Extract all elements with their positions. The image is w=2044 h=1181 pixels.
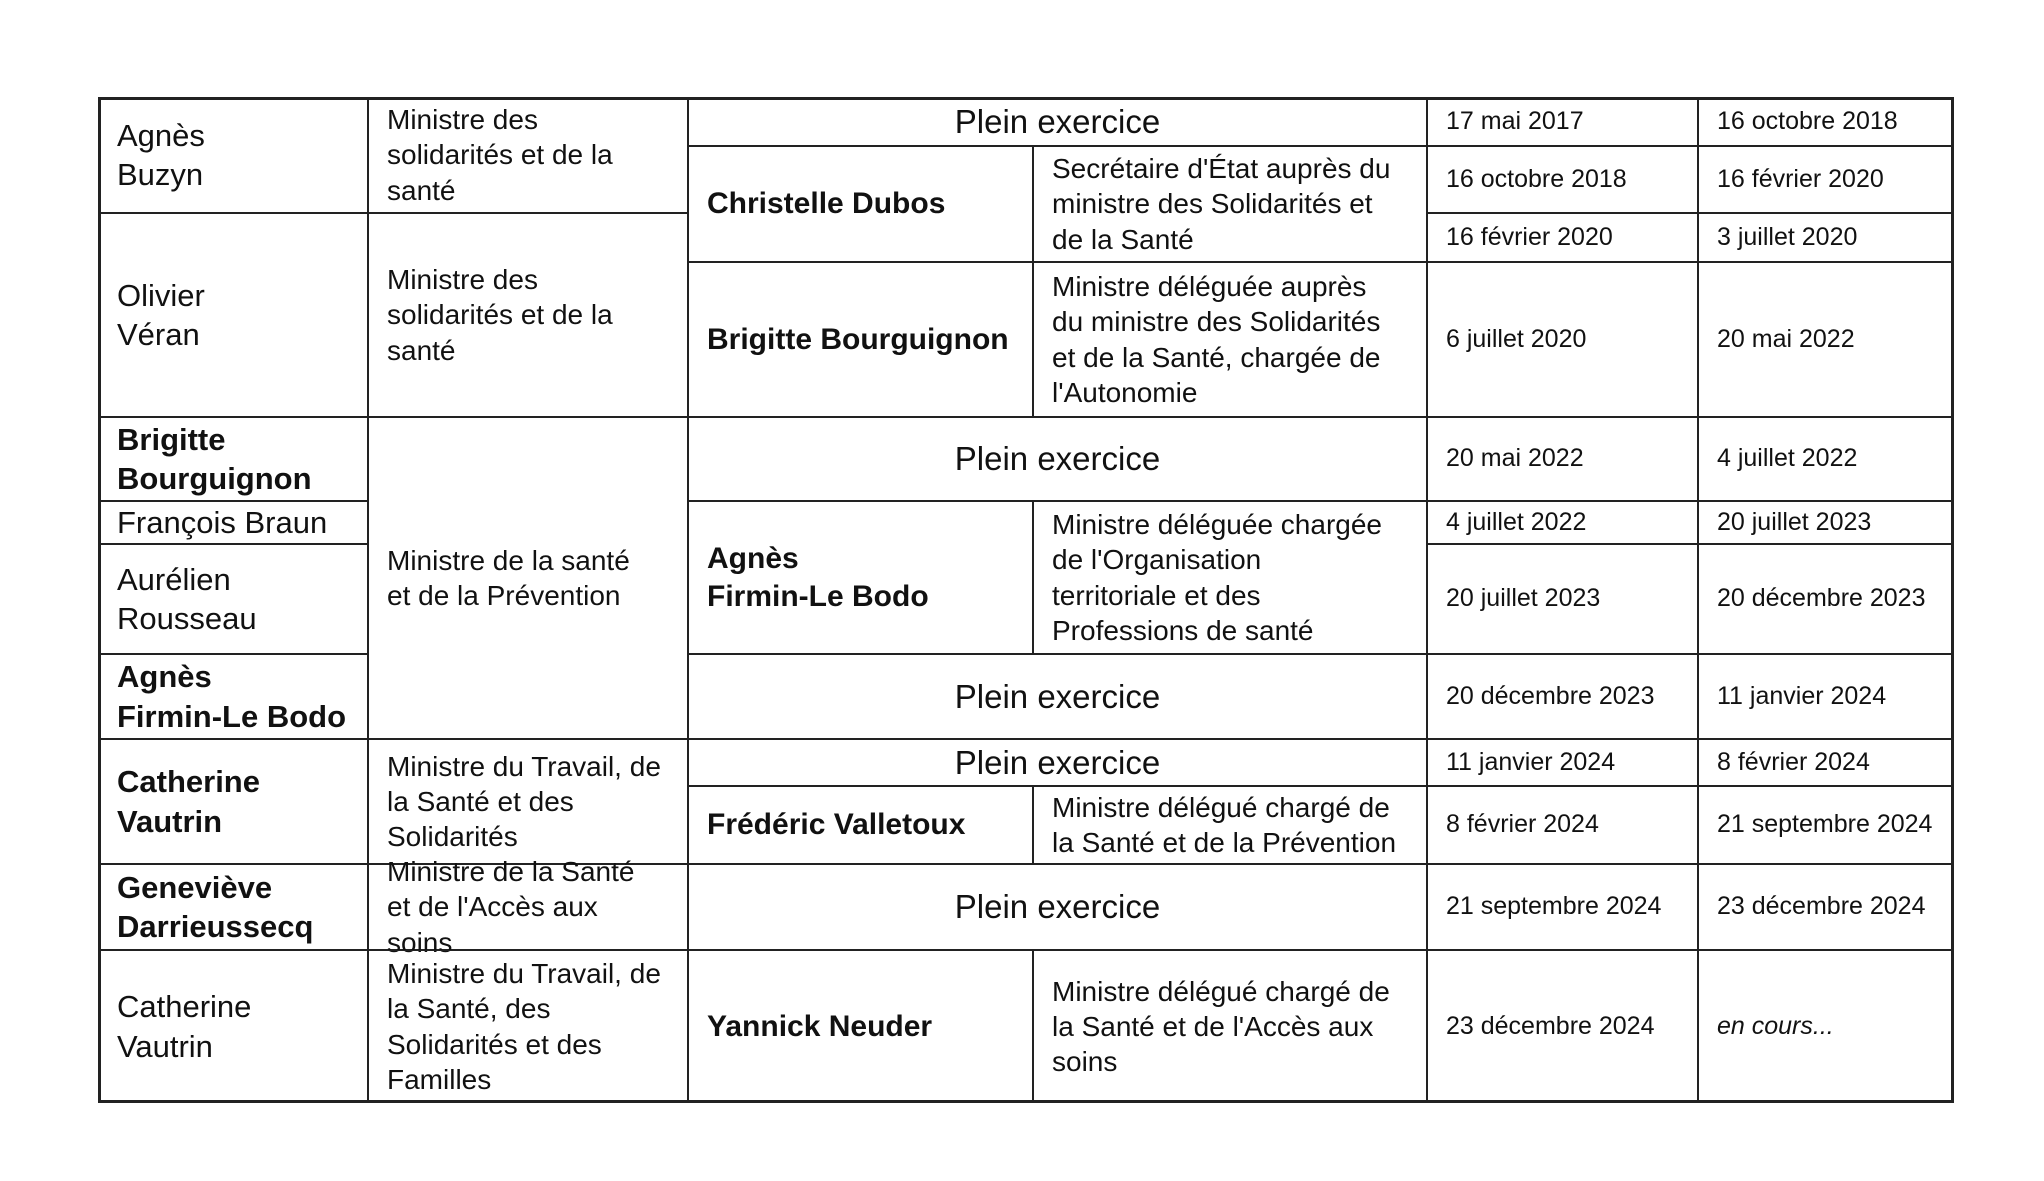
text-line: Solidarités — [387, 821, 518, 853]
minister-cell — [98, 544, 368, 654]
delegate-role-cell — [1033, 950, 1427, 1103]
end-date-cell-text: 3 juillet 2020 — [1717, 222, 1858, 251]
start-date-cell-text: 20 juillet 2023 — [1446, 584, 1601, 613]
end-date-cell — [1698, 213, 1954, 262]
end-date-cell-text: 20 décembre 2023 — [1717, 584, 1926, 613]
delegate-name-cell — [688, 262, 1033, 417]
delegate-name-cell — [688, 786, 1033, 864]
role-cell — [368, 856, 688, 958]
text-line: Véran — [117, 317, 200, 352]
end-date-cell-text: 11 janvier 2024 — [1717, 681, 1887, 710]
text-line: Ministre de la Santé — [387, 856, 635, 888]
start-date-cell-text: 11 janvier 2024 — [1446, 747, 1616, 776]
text-line: Firmin-Le Bodo — [707, 579, 929, 613]
minister-cell — [98, 97, 368, 213]
minister-cell — [98, 654, 368, 739]
text-line: Ministre délégué chargé de — [1052, 975, 1390, 1007]
text-line: Agnès — [707, 541, 799, 575]
minister-cell-text — [117, 657, 346, 735]
text-line: Familles — [387, 1063, 492, 1095]
text-line: solidarités et de la — [387, 299, 613, 331]
delegate-role-cell-text — [1052, 151, 1390, 257]
plein-exercice-cell — [688, 739, 1427, 786]
text-line: soins — [1052, 1046, 1118, 1078]
minister-cell-text — [117, 762, 260, 840]
start-date-cell — [1427, 262, 1698, 417]
role-cell-text — [387, 854, 669, 960]
text-line: Olivier — [117, 277, 205, 313]
end-date-cell-text: en cours... — [1717, 1011, 1834, 1040]
start-date-cell — [1427, 213, 1698, 262]
minister-cell-text — [117, 276, 205, 354]
text-line: de l'Organisation — [1052, 544, 1262, 576]
start-date-cell-text: 23 décembre 2024 — [1446, 1011, 1655, 1040]
end-date-cell — [1698, 146, 1954, 213]
text-line: la Santé, des — [387, 993, 551, 1025]
text-line: la Santé et de l'Accès aux — [1052, 1010, 1374, 1042]
text-line: santé — [387, 334, 456, 366]
minister-cell — [98, 501, 368, 544]
text-line: ministre des Solidarités et — [1052, 188, 1373, 220]
start-date-cell — [1427, 739, 1698, 786]
text-line: Secrétaire d'État auprès du — [1052, 153, 1391, 185]
delegate-name-cell-text — [707, 321, 1009, 359]
end-date-cell — [1698, 739, 1954, 786]
text-line: Ministre déléguée chargée — [1052, 508, 1382, 540]
end-date-cell-text: 23 décembre 2024 — [1717, 892, 1926, 921]
text-line: Darrieussecq — [117, 909, 314, 944]
minister-cell-text — [117, 868, 313, 946]
role-cell — [368, 97, 688, 213]
end-date-cell — [1698, 864, 1954, 950]
delegate-role-cell — [1033, 146, 1427, 262]
text-line: l'Autonomie — [1052, 376, 1198, 408]
delegate-name-cell-text — [707, 540, 929, 616]
text-line: Catherine — [117, 989, 252, 1025]
end-date-cell — [1698, 262, 1954, 417]
text-line: Brigitte — [117, 421, 226, 457]
minister-cell — [98, 739, 368, 864]
end-date-cell-text: 4 juillet 2022 — [1717, 444, 1858, 473]
end-date-cell — [1698, 786, 1954, 864]
delegate-role-cell-text — [1052, 790, 1396, 861]
end-date-cell-text: 16 octobre 2018 — [1717, 106, 1898, 135]
delegate-name-cell-text — [707, 185, 945, 223]
end-date-cell — [1698, 654, 1954, 739]
text-line: la Santé et des — [387, 785, 574, 817]
end-date-cell — [1698, 544, 1954, 654]
text-line: du ministre des Solidarités — [1052, 306, 1381, 338]
text-line: Solidarités et des — [387, 1028, 602, 1060]
text-line: Firmin-Le Bodo — [117, 698, 347, 734]
role-cell-text — [387, 749, 661, 855]
text-line: Ministre déléguée auprès — [1052, 270, 1367, 302]
minister-cell-text — [117, 987, 251, 1065]
start-date-cell — [1427, 544, 1698, 654]
role-cell — [368, 950, 688, 1103]
text-line: Rousseau — [117, 601, 257, 636]
role-cell-merged — [368, 417, 688, 739]
delegate-name-cell — [688, 146, 1033, 262]
plein-exercice-cell-text: Plein exercice — [954, 888, 1161, 926]
role-cell-text — [387, 262, 613, 368]
plein-exercice-cell — [688, 417, 1427, 501]
text-line: Catherine — [117, 764, 260, 800]
start-date-cell-text: 16 février 2020 — [1446, 222, 1613, 251]
minister-cell-text — [117, 116, 205, 194]
text-line: Ministre de la santé — [387, 544, 630, 576]
text-line: Yannick Neuder — [707, 1009, 933, 1043]
start-date-cell-text: 20 mai 2022 — [1446, 444, 1584, 473]
text-line: Geneviève — [117, 869, 273, 905]
delegate-name-cell — [688, 501, 1033, 654]
ministers-table — [98, 97, 1954, 1103]
end-date-cell-text: 16 février 2020 — [1717, 164, 1884, 193]
start-date-cell — [1427, 864, 1698, 950]
minister-cell-text — [117, 420, 312, 498]
role-cell-text — [387, 102, 613, 208]
text-line: Ministre des — [387, 104, 538, 136]
start-date-cell-text: 20 décembre 2023 — [1446, 681, 1655, 710]
role-cell-text — [387, 956, 661, 1097]
end-date-cell — [1698, 97, 1954, 146]
text-line: Aurélien — [117, 561, 231, 597]
plein-exercice-cell — [688, 864, 1427, 950]
start-date-cell — [1427, 97, 1698, 146]
delegate-name-cell — [688, 950, 1033, 1103]
text-line: Frédéric Valletoux — [707, 808, 966, 842]
minister-cell — [98, 864, 368, 950]
text-line: solidarités et de la — [387, 139, 613, 171]
plein-exercice-cell-text: Plein exercice — [954, 743, 1161, 781]
delegate-role-cell-text — [1052, 507, 1382, 648]
text-line: Agnès — [117, 117, 205, 153]
start-date-cell — [1427, 146, 1698, 213]
end-date-cell — [1698, 501, 1954, 544]
text-line: et de la Prévention — [387, 580, 621, 611]
minister-cell-text — [117, 560, 257, 638]
text-line: de la Santé — [1052, 223, 1194, 255]
text-line: territoriale et des — [1052, 579, 1261, 611]
text-line: Ministre du Travail, de — [387, 750, 661, 782]
text-line: Ministre délégué chargé de — [1052, 791, 1390, 823]
end-date-cell-text: 21 septembre 2024 — [1717, 810, 1933, 839]
end-date-cell — [1698, 417, 1954, 501]
minister-cell-text — [117, 503, 327, 542]
plein-exercice-cell — [688, 654, 1427, 739]
end-date-cell-text: 20 mai 2022 — [1717, 324, 1855, 353]
start-date-cell-text: 16 octobre 2018 — [1446, 164, 1627, 193]
text-line: la Santé et de la Prévention — [1052, 827, 1397, 858]
start-date-cell — [1427, 417, 1698, 501]
delegate-name-cell-text — [707, 806, 965, 844]
start-date-cell-text: 21 septembre 2024 — [1446, 892, 1662, 921]
start-date-cell — [1427, 786, 1698, 864]
plein-exercice-cell — [688, 97, 1427, 146]
delegate-name-cell-text — [707, 1008, 932, 1046]
role-cell — [368, 213, 688, 417]
text-line: Vautrin — [117, 803, 223, 839]
start-date-cell-text: 4 juillet 2022 — [1446, 507, 1587, 536]
start-date-cell-text: 8 février 2024 — [1446, 810, 1599, 839]
text-line: santé — [387, 174, 456, 206]
start-date-cell — [1427, 950, 1698, 1103]
delegate-role-cell — [1033, 501, 1427, 654]
delegate-role-cell — [1033, 786, 1427, 864]
delegate-role-cell-text — [1052, 974, 1390, 1080]
text-line: Professions de santé — [1052, 614, 1314, 646]
minister-cell — [98, 417, 368, 501]
role-cell-merged-text — [387, 543, 630, 614]
minister-cell — [98, 213, 368, 417]
end-date-cell-text: 8 février 2024 — [1717, 747, 1870, 776]
end-date-cell — [1698, 950, 1954, 1103]
text-line: et de la Santé, chargée de — [1052, 341, 1381, 373]
text-line: Christelle Dubos — [707, 187, 946, 221]
text-line: Buzyn — [117, 157, 204, 192]
text-line: et de l'Accès aux soins — [387, 891, 598, 958]
text-line: François Braun — [117, 504, 328, 540]
plein-exercice-cell-text: Plein exercice — [954, 440, 1161, 478]
delegate-role-cell — [1033, 262, 1427, 417]
text-line: Brigitte Bourguignon — [707, 322, 1009, 356]
text-line: Vautrin — [117, 1028, 213, 1064]
end-date-cell-text: 20 juillet 2023 — [1717, 507, 1872, 536]
text-line: Bourguignon — [117, 461, 312, 496]
start-date-cell — [1427, 654, 1698, 739]
start-date-cell — [1427, 501, 1698, 544]
start-date-cell-text: 6 juillet 2020 — [1446, 324, 1587, 353]
text-line: Ministre du Travail, de — [387, 957, 661, 989]
text-line: Ministre des — [387, 264, 538, 296]
plein-exercice-cell-text: Plein exercice — [954, 677, 1161, 715]
delegate-role-cell-text — [1052, 269, 1380, 410]
minister-cell — [98, 950, 368, 1103]
text-line: Agnès — [117, 659, 212, 695]
start-date-cell-text: 17 mai 2017 — [1446, 106, 1584, 135]
plein-exercice-cell-text: Plein exercice — [954, 102, 1161, 140]
role-cell — [368, 739, 688, 864]
